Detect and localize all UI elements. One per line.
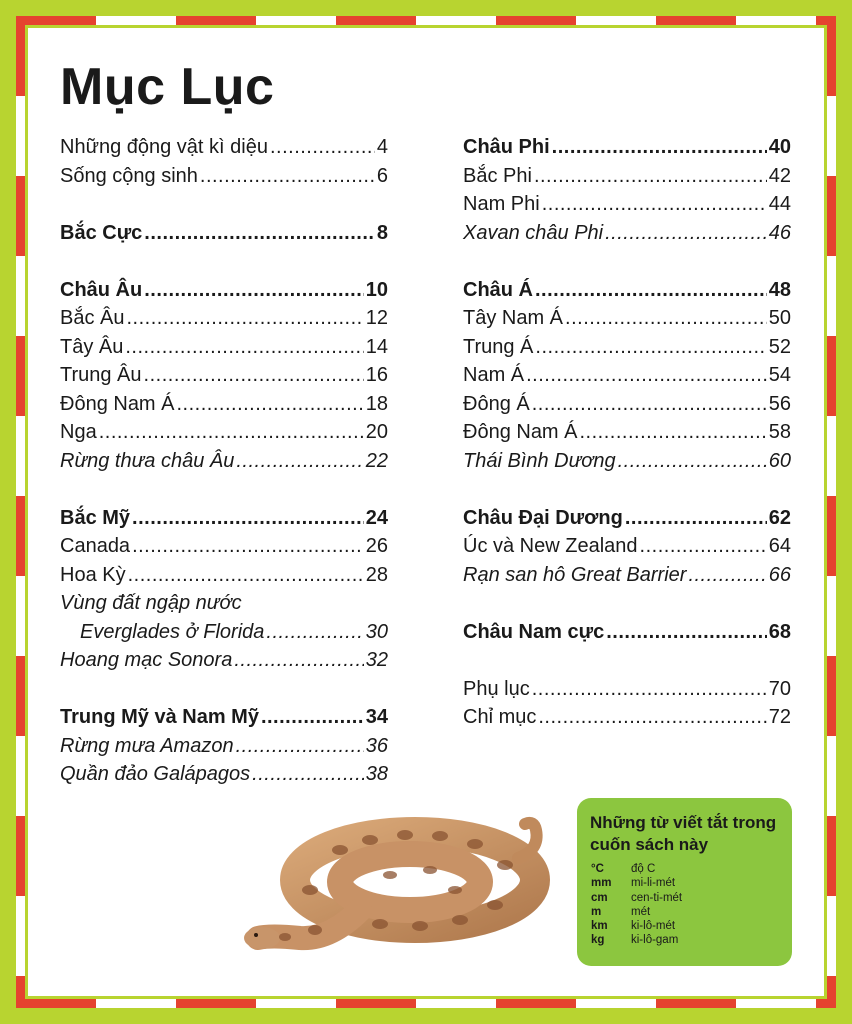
toc-entry[interactable] (60, 364, 388, 393)
toc-right-column (463, 136, 791, 735)
toc-entry-label: Châu Đại Dương (463, 506, 623, 529)
toc-page-number: 38 (365, 763, 388, 785)
toc-page-number: 32 (365, 649, 388, 671)
toc-spacer (463, 478, 791, 507)
abbreviation-symbol: kg (591, 934, 605, 947)
toc-page-number: 6 (376, 164, 388, 187)
toc-entry[interactable] (60, 564, 388, 593)
toc-entry-label: Phụ lục (463, 677, 530, 700)
toc-entry[interactable] (463, 307, 791, 336)
toc-leader-dots (580, 421, 767, 444)
toc-page-number: 54 (768, 364, 791, 386)
toc-entry[interactable] (60, 336, 388, 365)
toc-entry[interactable] (60, 507, 388, 536)
toc-entry-label: Đông Nam Á (463, 421, 578, 443)
toc-entry[interactable] (463, 393, 791, 422)
toc-page-number: 46 (768, 221, 791, 244)
toc-leader-dots (132, 535, 364, 558)
toc-leader-dots (625, 507, 767, 530)
toc-page-number: 26 (365, 535, 388, 557)
page-title: Mục Lục (60, 58, 275, 116)
toc-entry-label: Trung Âu (60, 364, 142, 386)
toc-entry-label: Châu Nam cực (463, 620, 605, 643)
toc-entry[interactable] (60, 136, 388, 165)
toc-page-number: 40 (768, 136, 791, 158)
snake-illustration (240, 810, 560, 970)
toc-entry[interactable] (463, 706, 791, 735)
abbreviation-row (591, 905, 682, 919)
toc-page-number: 62 (768, 506, 791, 529)
toc-entry-label: Bắc Mỹ (60, 506, 131, 529)
toc-page-number: 16 (365, 364, 388, 386)
toc-entry-label: Rừng mưa Amazon (60, 734, 234, 757)
toc-leader-dots (144, 222, 375, 245)
abbreviation-row (591, 919, 682, 933)
toc-leader-dots (534, 165, 767, 188)
toc-spacer (463, 649, 791, 678)
toc-page-number: 22 (365, 449, 388, 472)
toc-page-number: 66 (768, 563, 791, 586)
abbreviation-symbol: m (591, 905, 602, 918)
toc-leader-dots (236, 450, 363, 473)
toc-leader-dots (266, 621, 363, 644)
toc-entry-label: Thái Bình Dương (463, 449, 616, 472)
toc-page-number: 44 (768, 193, 791, 215)
abbreviation-row (591, 862, 682, 876)
toc-entry[interactable] (60, 621, 388, 650)
toc-page-number: 48 (768, 278, 791, 301)
border-stripe-top (16, 16, 836, 25)
toc-entry-label: Bắc Cực (60, 221, 143, 244)
toc-entry[interactable] (60, 450, 388, 479)
toc-page-number: 64 (768, 535, 791, 557)
toc-leader-dots (270, 136, 375, 159)
abbreviation-meaning: độ C (631, 863, 656, 875)
toc-entry-label: Rạn san hô Great Barrier (463, 563, 687, 586)
toc-entry[interactable] (463, 279, 791, 308)
abbreviation-symbol: °C (591, 863, 604, 875)
toc-entry[interactable] (60, 307, 388, 336)
toc-entry[interactable] (60, 222, 388, 251)
toc-leader-dots (236, 735, 364, 758)
abbreviation-row (591, 933, 682, 947)
toc-page-number: 8 (376, 221, 388, 244)
toc-page-number: 60 (768, 449, 791, 472)
toc-entry-label: Nam Á (463, 364, 525, 386)
toc-entry-label: Châu Á (463, 278, 533, 301)
toc-entry-label: Nam Phi (463, 193, 540, 215)
abbreviations-title: Những từ viết tắt trong cuốn sách này (590, 813, 777, 854)
toc-entry-label: Đông Nam Á (60, 392, 175, 415)
toc-leader-dots (532, 678, 767, 701)
toc-entry-label: Xavan châu Phi (463, 221, 604, 244)
toc-entry-label: Châu Phi (463, 136, 550, 158)
toc-entry-label: Trung Mỹ và Nam Mỹ (60, 706, 259, 728)
toc-entry[interactable] (463, 421, 791, 450)
toc-entry[interactable] (463, 222, 791, 251)
toc-spacer (60, 678, 388, 707)
abbreviation-row (591, 876, 682, 890)
toc-entry[interactable] (463, 621, 791, 650)
toc-entry[interactable] (463, 678, 791, 707)
toc-leader-dots (144, 279, 364, 302)
toc-entry-label: Úc và New Zealand (463, 535, 638, 557)
toc-page-number: 34 (365, 706, 388, 728)
toc-leader-dots (688, 564, 766, 587)
toc-spacer (463, 592, 791, 621)
toc-entry[interactable] (463, 535, 791, 564)
abbreviation-symbol: mm (591, 877, 612, 890)
toc-leader-dots (538, 706, 766, 729)
toc-page-number: 70 (768, 677, 791, 700)
toc-leader-dots (132, 507, 364, 530)
toc-entry-label: Hoang mạc Sonora (60, 649, 233, 671)
toc-spacer (60, 193, 388, 222)
toc-leader-dots (144, 364, 364, 387)
toc-page-number: 50 (768, 307, 791, 329)
toc-left-column (60, 136, 388, 792)
toc-entry-label: Nga (60, 421, 97, 443)
toc-leader-dots (234, 649, 363, 672)
toc-page-number: 10 (365, 278, 388, 301)
toc-entry-label: Những động vật kì diệu (60, 136, 268, 158)
toc-entry[interactable] (60, 735, 388, 764)
toc-entry-label: Everglades ở Florida (80, 620, 265, 643)
toc-entry[interactable] (60, 279, 388, 308)
toc-entry[interactable] (463, 450, 791, 479)
toc-entry-label: Tây Nam Á (463, 307, 564, 329)
toc-entry[interactable] (463, 165, 791, 194)
abbreviations-box (577, 798, 792, 966)
toc-entry-label: Quần đảo Galápagos (60, 763, 251, 785)
toc-entry[interactable] (463, 193, 791, 222)
abbreviation-meaning: cen-ti-mét (631, 891, 683, 904)
toc-page-number: 18 (365, 392, 388, 415)
toc-leader-dots (252, 763, 364, 786)
toc-page-number: 52 (768, 335, 791, 358)
toc-leader-dots (125, 336, 363, 359)
toc-page-number: 56 (768, 392, 791, 415)
toc-leader-dots (542, 193, 767, 216)
toc-leader-dots (565, 307, 767, 330)
toc-leader-dots (177, 393, 364, 416)
toc-entry-label: Rừng thưa châu Âu (60, 449, 235, 472)
toc-entry-label: Tây Âu (60, 335, 124, 358)
toc-entry[interactable] (463, 507, 791, 536)
abbreviation-symbol: km (591, 920, 608, 933)
toc-leader-dots (535, 336, 766, 359)
abbreviation-symbol: cm (591, 891, 608, 904)
toc-entry-label: Sống cộng sinh (60, 164, 198, 187)
toc-entry-label: Bắc Âu (60, 307, 125, 329)
abbreviation-meaning: mi-li-mét (631, 877, 676, 890)
toc-spacer (463, 250, 791, 279)
toc-entry[interactable] (463, 336, 791, 365)
toc-page-number: 30 (365, 620, 388, 643)
toc-page-number: 42 (768, 164, 791, 187)
toc-page-number: 24 (365, 506, 388, 529)
abbreviation-row (591, 891, 682, 905)
toc-entry-label: Chỉ mục (463, 706, 537, 728)
toc-entry[interactable] (60, 535, 388, 564)
toc-page-number: 36 (365, 734, 388, 757)
toc-entry[interactable] (60, 592, 388, 621)
toc-spacer (60, 250, 388, 279)
abbreviations-list (591, 862, 682, 948)
toc-entry-label: Châu Âu (60, 278, 143, 301)
toc-entry[interactable] (60, 649, 388, 678)
toc-leader-dots (605, 222, 767, 245)
toc-entry[interactable] (60, 165, 388, 194)
toc-entry-label: Bắc Phi (463, 164, 532, 187)
toc-entry[interactable] (60, 421, 388, 450)
toc-entry-label: Đông Á (463, 392, 530, 415)
toc-entry[interactable] (463, 364, 791, 393)
toc-entry[interactable] (463, 564, 791, 593)
toc-entry-label: Vùng đất ngập nước (60, 592, 242, 614)
toc-page-number: 4 (376, 136, 388, 158)
toc-leader-dots (526, 364, 767, 387)
toc-leader-dots (618, 450, 767, 473)
toc-entry-label: Canada (60, 535, 131, 557)
toc-page-number: 20 (365, 421, 388, 443)
toc-leader-dots (261, 706, 364, 729)
border-stripe-right (827, 16, 836, 1008)
toc-leader-dots (128, 564, 364, 587)
toc-leader-dots (552, 136, 767, 159)
toc-entry[interactable] (60, 393, 388, 422)
toc-leader-dots (532, 393, 767, 416)
abbreviation-meaning: mét (631, 905, 651, 918)
toc-entry[interactable] (60, 706, 388, 735)
toc-leader-dots (640, 535, 767, 558)
border-stripe-left (16, 16, 25, 1008)
toc-spacer (60, 478, 388, 507)
toc-page-number: 58 (768, 421, 791, 443)
abbreviation-meaning: ki-lô-mét (631, 920, 676, 933)
toc-page-number: 12 (365, 307, 388, 329)
toc-leader-dots (606, 621, 767, 644)
toc-leader-dots (126, 307, 363, 330)
border-stripe-bottom (16, 999, 836, 1008)
toc-page-number: 72 (768, 706, 791, 728)
toc-entry-label: Hoa Kỳ (60, 563, 126, 586)
toc-page-number: 14 (365, 335, 388, 358)
toc-leader-dots (99, 421, 364, 444)
toc-leader-dots (535, 279, 767, 302)
toc-page-number: 68 (768, 620, 791, 643)
toc-entry[interactable] (463, 136, 791, 165)
toc-leader-dots (200, 165, 375, 188)
toc-entry-label: Trung Á (463, 335, 534, 358)
toc-entry[interactable] (60, 763, 388, 792)
abbreviation-meaning: ki-lô-gam (631, 934, 679, 947)
toc-page-number: 28 (365, 563, 388, 586)
